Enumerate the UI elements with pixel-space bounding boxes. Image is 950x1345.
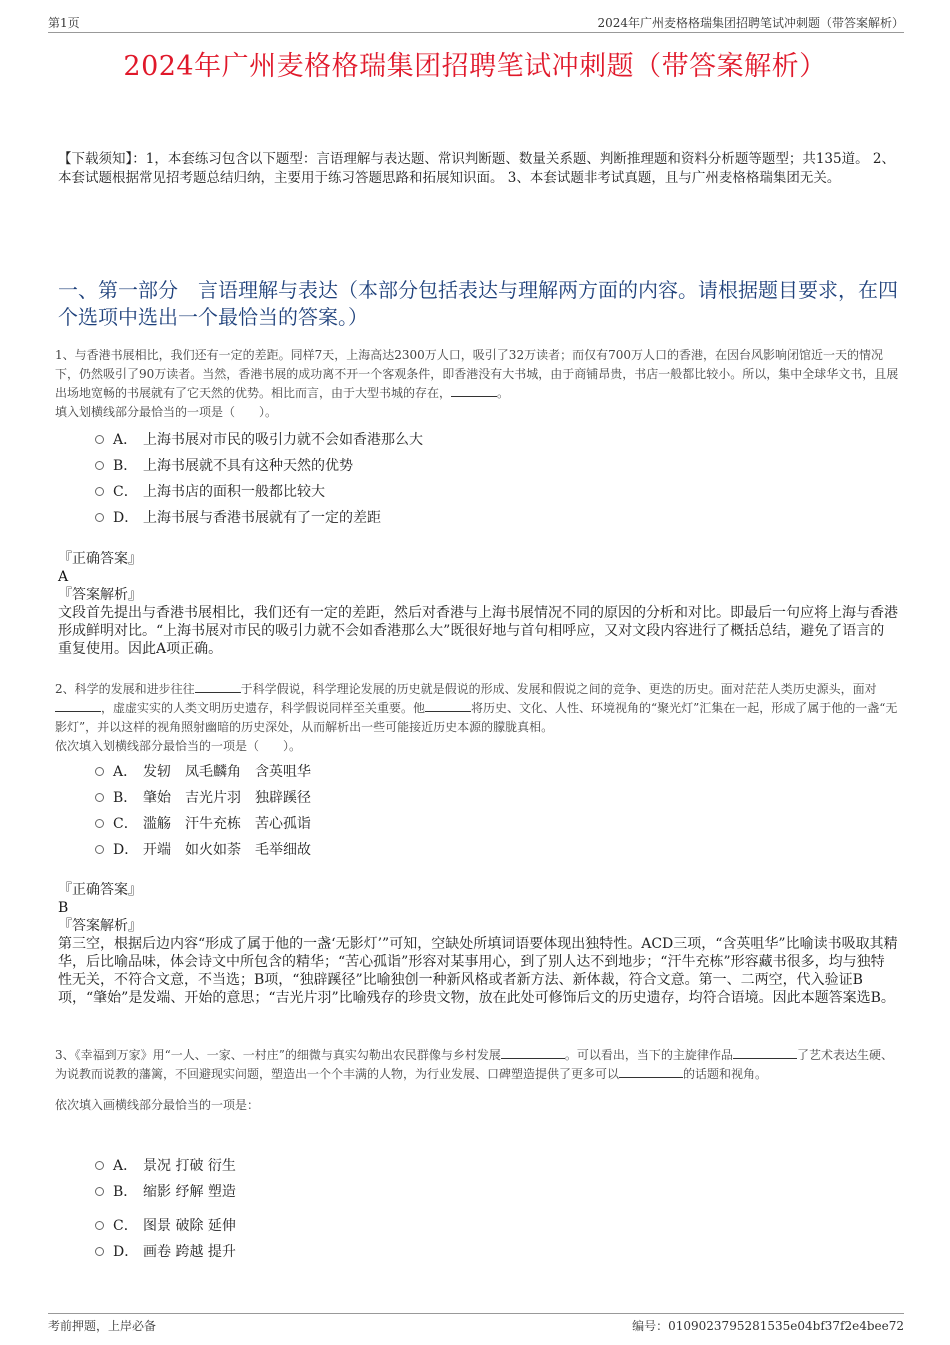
- answer-blank: [425, 699, 471, 712]
- radio-icon[interactable]: [95, 819, 104, 828]
- question-1-options: [95, 426, 423, 530]
- question-1: [55, 346, 900, 422]
- correct-answer: A: [58, 569, 69, 585]
- radio-icon[interactable]: [95, 845, 104, 854]
- question-2: [55, 680, 900, 756]
- option-b[interactable]: B． 缩影 纾解 塑造: [95, 1178, 236, 1204]
- option-d[interactable]: D． 画卷 跨越 提升: [95, 1238, 236, 1264]
- radio-icon[interactable]: [95, 435, 104, 444]
- question-2-answer-block: [58, 881, 898, 1007]
- radio-icon[interactable]: [95, 767, 104, 776]
- radio-icon[interactable]: [95, 461, 104, 470]
- option-a[interactable]: A． 上海书展对市民的吸引力就不会如香港那么大: [95, 426, 423, 452]
- part-heading: 一、第一部分 言语理解与表达（本部分包括表达与理解两方面的内容。请根据题目要求，在四个选项中选出一个最恰当的答案。）: [58, 278, 898, 329]
- answer-blank: [55, 699, 101, 712]
- question-3-options: [95, 1152, 236, 1264]
- page-number: 第1页: [48, 16, 80, 30]
- answer-blank: [619, 1065, 683, 1078]
- correct-answer-heading: 『正确答案』: [58, 551, 142, 567]
- question-2-prompt: 依次填入划横线部分最恰当的一项是（ ）。: [55, 739, 302, 753]
- answer-blank: [501, 1046, 565, 1059]
- question-3: [55, 1046, 900, 1115]
- footer-slogan: 考前押题，上岸必备: [48, 1319, 157, 1333]
- document-title: 2024年广州麦格格瑞集团招聘笔试冲刺题（带答案解析）: [123, 51, 827, 82]
- correct-answer-heading: 『正确答案』: [58, 882, 142, 898]
- answer-blank: [195, 680, 241, 693]
- option-d[interactable]: D． 上海书展与香港书展就有了一定的差距: [95, 504, 423, 530]
- option-b[interactable]: B． 肇始 吉光片羽 独辟蹊径: [95, 784, 311, 810]
- footer-doc-id: 编号：0109023795281535e04bf37f2e4bee72: [632, 1319, 904, 1333]
- question-2-options: [95, 758, 311, 862]
- radio-icon[interactable]: [95, 1221, 104, 1230]
- option-d[interactable]: D． 开端 如火如荼 毛举细故: [95, 836, 311, 862]
- header-doc-title: 2024年广州麦格格瑞集团招聘笔试冲刺题（带答案解析）: [597, 16, 904, 30]
- option-c[interactable]: C． 滥觞 汗牛充栋 苦心孤诣: [95, 810, 311, 836]
- download-notice: 【下载须知】：1，本套练习包含以下题型：言语理解与表达题、常识判断题、数量关系题、判断推理题和资料分析题等题型；共135道。 2、本套试题根据常见招考题总结归纳，主要用于练习答题思路和拓展知识面。 3、本套试题非考试真题，且与广州麦格格瑞集团无关。: [58, 151, 895, 186]
- question-3-prompt: 依次填入画横线部分最恰当的一项是：: [55, 1098, 260, 1112]
- analysis-heading: 『答案解析』: [58, 918, 142, 934]
- radio-icon[interactable]: [95, 1187, 104, 1196]
- answer-blank: [733, 1046, 797, 1059]
- analysis-text: 第三空，根据后边内容“形成了属于他的一盏‘无影灯’”可知，空缺处所填词语要体现出独特性。ACD三项，“含英咀华”比喻读书吸取其精华，后比喻品味，体会诗文中所包含的精华；“苦心孤诣”形容对某事用心，到了别人达不到地步；“汗牛充栋”形容藏书很多，均与独特性无关，不符合文意，不当选；B项，“独辟蹊径”比喻独创一种新风格或者新方法、新体裁，符合文意。第一、二两空，代入验证B项，“肇始”是发端、开始的意思；“吉光片羽”比喻残存的珍贵文物，放在此处可修饰后文的历史遗存，均符合语境。因此本题答案选B。: [58, 936, 898, 1006]
- option-a[interactable]: A． 发轫 凤毛麟角 含英咀华: [95, 758, 311, 784]
- question-1-stem: 1、与香港书展相比，我们还有一定的差距。同样7天，上海高达2300万人口，吸引了32万读者；而仅有700万人口的香港，在因台风影响闭馆近一天的情况下，仍然吸引了90万读者。当然，香港书展的成功离不开一个客观条件，即香港没有大书城，由于商铺昂贵，书店一般都比较小。所以，集中全球华文书，且展出场地宽畅的书展就有了它天然的优势。相比而言，由于大型书城的存在， 。: [55, 348, 899, 400]
- radio-icon[interactable]: [95, 1247, 104, 1256]
- radio-icon[interactable]: [95, 793, 104, 802]
- radio-icon[interactable]: [95, 1161, 104, 1170]
- radio-icon[interactable]: [95, 513, 104, 522]
- analysis-heading: 『答案解析』: [58, 587, 142, 603]
- question-2-stem: 2、科学的发展和进步往往 于科学假说，科学理论发展的历史就是假说的形成、发展和假说之间的竞争、更迭的历史。面对茫茫人类历史源头，面对，虚虚实实的人类文明历史遗存，科学假说同样至关重要。他 将历史、文化、人性、环境视角的“聚光灯”汇集在一起，形成了属于他的一盏“无影灯”，并以这样的视角照射幽暗的历史深处，从而解析出一些可能接近历史本源的朦胧真相。: [55, 682, 898, 734]
- correct-answer: B: [58, 900, 69, 916]
- question-1-answer-block: [58, 550, 898, 658]
- question-3-stem: 3、《幸福到万家》用“一人、一家、一村庄”的细微与真实勾勒出农民群像与乡村发展 。可以看出，当下的主旋律作品 了艺术表达生硬、为说教而说教的藩篱，不回避现实问题，塑造出一个个丰满的人物，为行业发展、口碑塑造提供了更多可以 的话题和视角。: [55, 1048, 893, 1081]
- radio-icon[interactable]: [95, 487, 104, 496]
- analysis-text: 文段首先提出与香港书展相比，我们还有一定的差距，然后对香港与上海书展情况不同的原因的分析和对比。即最后一句应将上海与香港形成鲜明对比。“上海书展对市民的吸引力就不会如香港那么大”既很好地与首句相呼应，又对文段内容进行了概括总结，避免了语言的重复使用。因此A项正确。: [58, 605, 898, 657]
- page-footer: [48, 1313, 904, 1334]
- option-c[interactable]: C． 上海书店的面积一般都比较大: [95, 478, 423, 504]
- page-header: [48, 12, 904, 33]
- option-b[interactable]: B． 上海书展就不具有这种天然的优势: [95, 452, 423, 478]
- answer-blank: [451, 384, 497, 397]
- option-c[interactable]: C． 图景 破除 延伸: [95, 1212, 236, 1238]
- question-1-prompt: 填入划横线部分最恰当的一项是（ ）。: [55, 405, 278, 419]
- option-a[interactable]: A． 景况 打破 衍生: [95, 1152, 236, 1178]
